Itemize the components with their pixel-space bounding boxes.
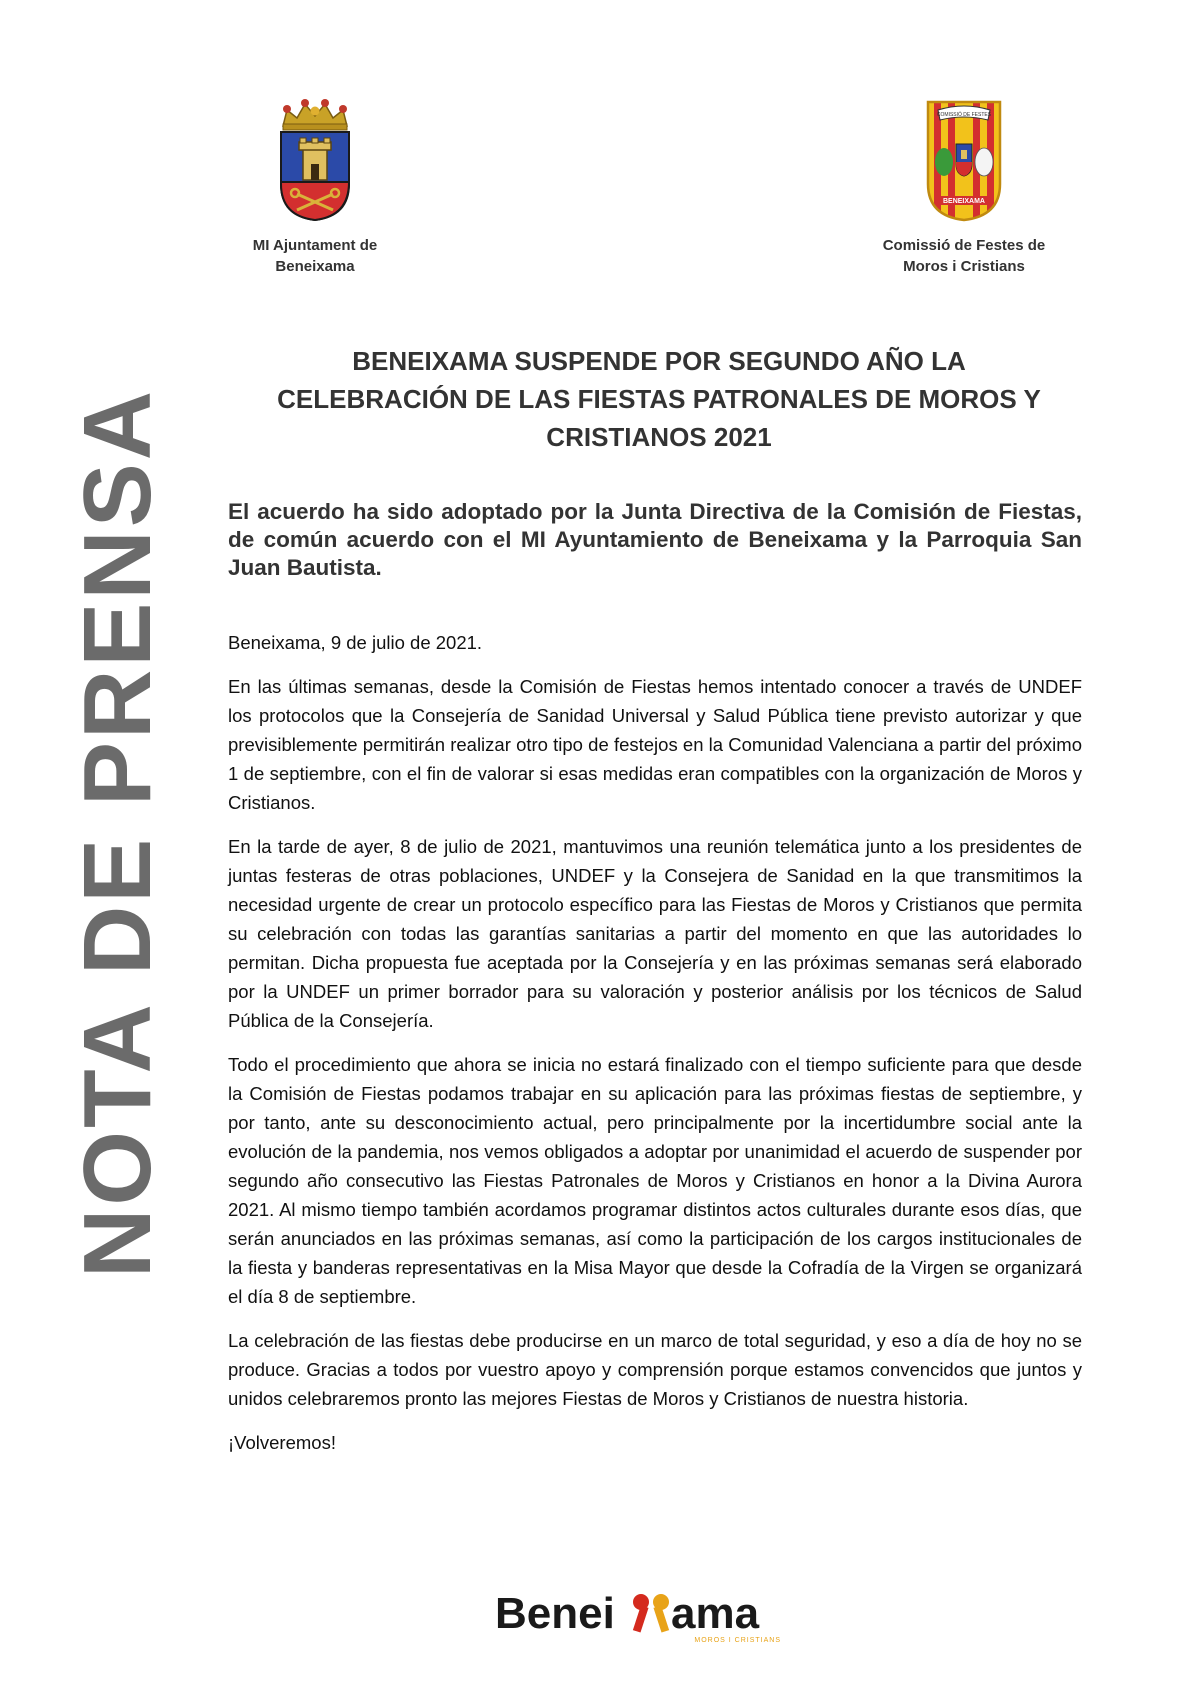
paragraph-1: En las últimas semanas, desde la Comisión de Fiestas hemos intentado conocer a través de UNDEF los protocolos que la Consejería de Sanidad Universal y Salud Pública tiene previsto autorizar y que previsiblemente permitirán realizar otro tipo de festejos en la Comunidad Valenciana a partir del próximo 1 de septiembre, con el fin de valorar si esas medidas eran compatibles con la organización de Moros y Cristianos. — [228, 676, 1082, 813]
footer-logo-word-left: Benei — [495, 1589, 615, 1638]
title-line-1: BENEIXAMA SUSPENDE POR SEGUNDO AÑO LA — [352, 346, 966, 376]
title-line-3: CRISTIANOS 2021 — [546, 422, 772, 452]
nota-de-prensa-label: NOTA DE PRENSA — [64, 387, 171, 1278]
ajuntament-logo — [230, 98, 400, 277]
press-title — [228, 342, 1090, 456]
title-line-2: CELEBRACIÓN DE LAS FIESTAS PATRONALES DE MOROS Y — [277, 384, 1041, 414]
footer-logo-tagline: MOROS I CRISTIANS — [694, 1637, 781, 1644]
comissio-base-text: BENEIXAMA — [942, 198, 986, 205]
paragraph-2: En la tarde de ayer, 8 de julio de 2021, mantuvimos una reunión telemática junto a los presidentes de juntas festeras de otras poblaciones, UNDEF y la Consejera de Sanidad en la que transmitimos la necesidad urgente de crear un protocolo específico para las Fiestas de Moros y Cristianos que permita su celebración con todas las garantías sanitarias a partir del momento en que las autoridades lo permitan. Dicha propuesta fue aceptada por la Consejería y en las próximas semanas será elaborado por la UNDEF un primer borrador para su valoración y posterior análisis por los técnicos de Salud Pública de la Consejería. — [228, 836, 1082, 1031]
comissio-shield-icon — [922, 98, 1006, 222]
press-body — [228, 628, 1082, 1472]
ajuntament-caption-line2: Beneixama — [275, 258, 355, 275]
footer-logo-word-right: ama — [671, 1589, 760, 1638]
comissio-banner-text: COMISSIÓ DE FESTES — [936, 112, 992, 118]
paragraph-4: La celebración de las fiestas debe producirse en un marco de total seguridad, y eso a día de hoy no se produce. Gracias a todos por vuestro apoyo y comprensión porque estamos convencidos que juntos y unidos celebraremos pronto las mejores Fiestas de Moros y Cristianos de nuestra historia. — [228, 1330, 1082, 1409]
comissio-logo — [874, 98, 1054, 277]
closing-line: ¡Volveremos! — [228, 1432, 336, 1453]
comissio-caption-line2: Moros i Cristians — [903, 258, 1025, 275]
beneixama-keys-icon — [633, 1594, 669, 1633]
coat-of-arms-icon — [273, 98, 357, 222]
beneixama-footer-logo — [495, 1588, 785, 1646]
paragraph-3: Todo el procedimiento que ahora se inicia no estará finalizado con el tiempo suficiente para que desde la Comisión de Fiestas podamos trabajar en su aplicación para las próximas fiestas de septiembre, y por tanto, ante su desconocimiento actual, pero principalmente por la incertidumbre social ante la evolución de la pandemia, nos vemos obligados a adoptar por unanimidad el acuerdo de suspender por segundo año consecutivo las Fiestas Patronales de Moros y Cristianos en honor a la Divina Aurora 2021. Al mismo tiempo también acordamos programar distintos actos culturales durante esos días, que serán anunciados en las próximas semanas, así como la participación de los cargos institucionales de la fiesta y banderas representativas en la Misa Mayor que desde la Cofradía de la Virgen se organizará el día 8 de septiembre. — [228, 1054, 1082, 1307]
ajuntament-caption-line1: MI Ajuntament de — [252, 237, 378, 254]
comissio-caption-line1: Comissió de Festes de — [882, 237, 1046, 254]
date-line: Beneixama, 9 de julio de 2021. — [228, 632, 483, 653]
press-subtitle: El acuerdo ha sido adoptado por la Junta Directiva de la Comisión de Fiestas, de común acuerdo con el MI Ayuntamiento de Beneixama y la Parroquia San Juan Bautista. — [228, 499, 1082, 580]
